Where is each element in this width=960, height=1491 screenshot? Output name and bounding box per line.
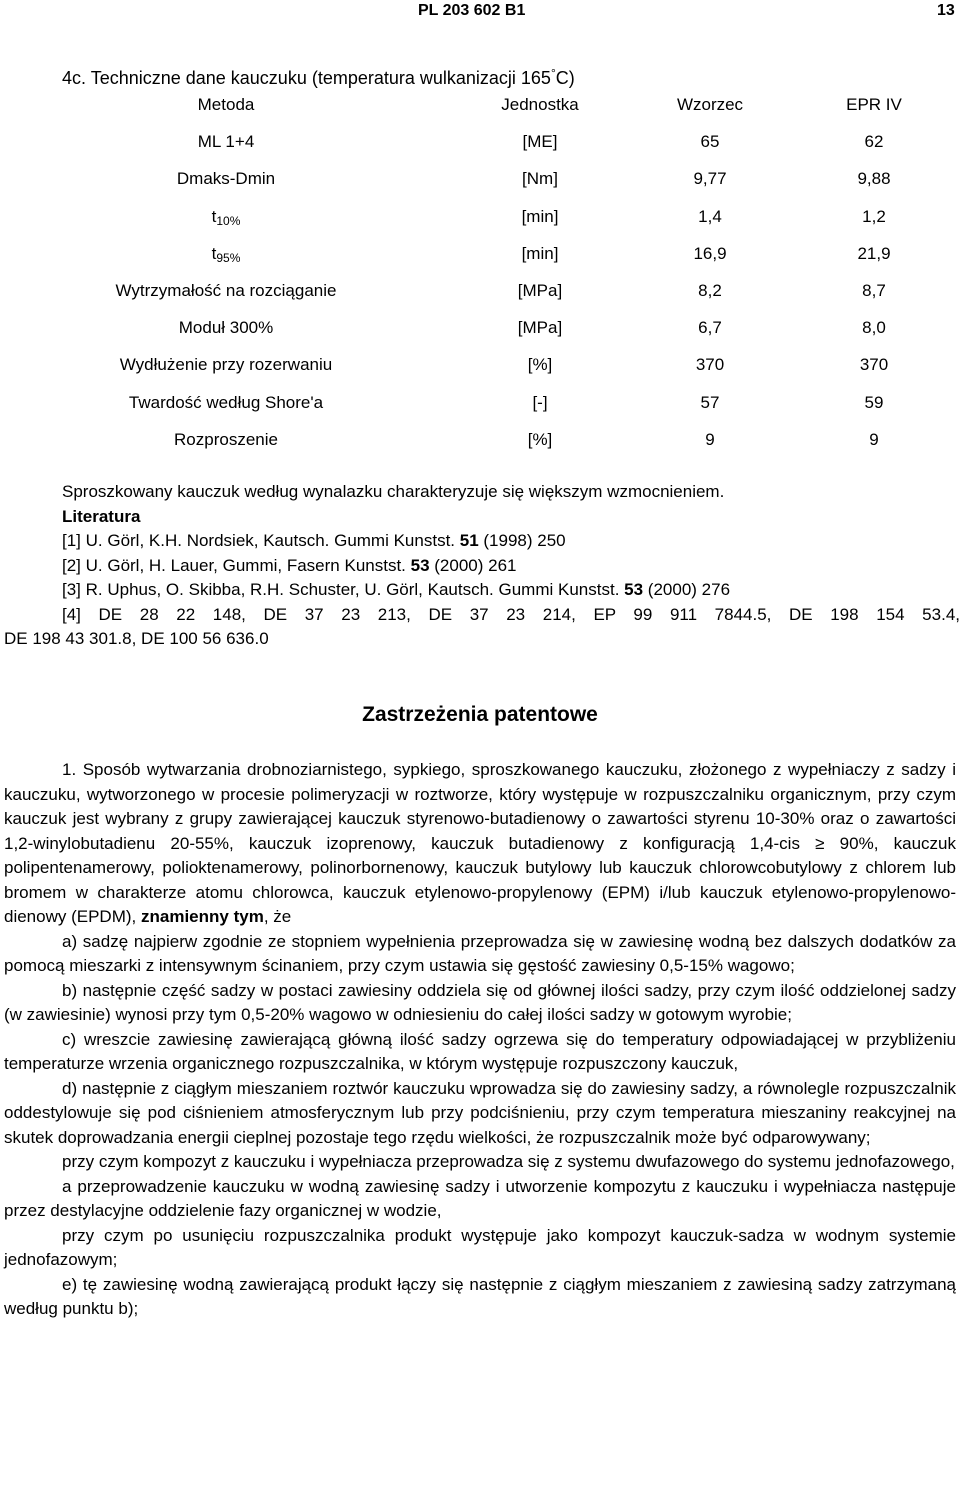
claim-step: b) następnie część sadzy w postaci zawiesiny oddziela się od głównej ilości sadzy, przy czym ilość oddzielonej sadzy (w zawiesinie) wynosi przy tym 0,5-20% wagowo w odniesieniu do całej ilości sadzy w gotowym wyrobie; — [4, 980, 956, 1024]
cell-epr: 1,2 — [862, 206, 886, 226]
literature-section — [0, 480, 960, 652]
literature-heading: Literatura — [62, 506, 141, 526]
header-unit: Jednostka — [501, 95, 579, 114]
cell-reference: 6,7 — [698, 318, 722, 338]
cell-method: Moduł 300% — [178, 318, 274, 338]
cell-epr: 62 — [864, 132, 884, 152]
cell-method: Rozproszenie — [174, 429, 278, 449]
cell-epr: 9,88 — [857, 169, 891, 189]
cell-reference: 370 — [695, 355, 725, 375]
cell-reference: 8,2 — [698, 280, 722, 300]
table-row — [0, 426, 960, 463]
section-title-end: C) — [555, 68, 575, 88]
cell-unit: [MPa] — [517, 280, 563, 300]
cell-method: ML 1+4 — [197, 132, 255, 152]
table-row — [0, 277, 960, 314]
cell-epr: 8,7 — [862, 280, 886, 300]
cell-unit: [MPa] — [517, 318, 563, 338]
table-row — [0, 240, 960, 277]
section-title — [62, 66, 575, 89]
cell-unit: [min] — [521, 243, 559, 263]
cell-method: Wytrzymałość na rozciąganie — [115, 280, 337, 300]
cell-epr: 21,9 — [857, 243, 891, 263]
table-header-row — [0, 91, 960, 128]
claim-step: d) następnie z ciągłym mieszaniem roztwór kauczuku wprowadza się do zawiesiny sadzy, a równolegle rozpuszczalnik oddestylowuje się pod ciśnieniem atmosferycznym lub przy podciśnieniu, przy czym temperatura mieszaniny reakcyjnej na skutek doprowadzania energii cieplnej pozostaje tego rzędu wielkości, że rozpuszczalnik może być odparowywany; — [4, 1078, 956, 1147]
cell-epr: 8,0 — [862, 318, 886, 338]
cell-epr: 59 — [864, 392, 884, 412]
summary-sentence: Sproszkowany kauczuk według wynalazku charakteryzuje się większym wzmocnieniem. — [62, 482, 725, 501]
cell-reference: 65 — [700, 132, 720, 152]
table-row — [0, 351, 960, 388]
header-reference: Wzorzec — [676, 95, 744, 114]
cell-method: t10% — [211, 206, 241, 228]
page-header — [0, 2, 960, 24]
cell-method: t95% — [211, 243, 241, 265]
table-row — [0, 389, 960, 426]
cell-reference: 9,77 — [693, 169, 727, 189]
document-id: PL 203 602 B1 — [418, 2, 526, 19]
table-row — [0, 314, 960, 351]
claim-step: a) sadzę najpierw zgodnie ze stopniem wypełnienia przeprowadza się w zawiesinę wodną bez dalszych dodatków za pomocą mieszarki z intensywnym ścinaniem, przy czym ustawia się gęstość zawiesiny 0,5-15% wagowo; — [4, 931, 956, 975]
header-epr: EPR IV — [846, 95, 902, 114]
claims-title: Zastrzeżenia patentowe — [362, 703, 598, 726]
section-title-text: 4c. Techniczne dane kauczuku (temperatura wulkanizacji 165 — [62, 68, 551, 88]
claim-step: c) wreszcie zawiesinę zawierającą główną ilość sadzy ogrzewa się do temperatury odpowiadającej w przybliżeniu temperaturze wrzenia organicznego rozpuszczalnika, w którym występuje rozpuszczony kauczuk, — [4, 1029, 956, 1073]
claim-step: przy czym po usunięciu rozpuszczalnika produkt występuje jako kompozyt kauczuk-sadza w wodnym systemie jednofazowym; — [4, 1225, 956, 1269]
reference-item: [2] U. Görl, H. Lauer, Gummi, Fasern Kunstst. 53 (2000) 261 — [62, 555, 517, 575]
claim-step: a przeprowadzenie kauczuku w wodną zawiesinę sadzy i utworzenie kompozytu z kauczuku i wypełniacza następuje przez destylacyjne oddzielenie fazy organicznej w wodzie, — [4, 1176, 956, 1220]
table-row — [0, 165, 960, 202]
cell-reference: 57 — [700, 392, 720, 412]
reference-item: [4] DE 28 22 148, DE 37 23 213, DE 37 23 214, EP 99 911 7844.5, DE 198 154 53.4, — [62, 604, 960, 624]
reference-item: [3] R. Uphus, O. Skibba, R.H. Schuster, U. Görl, Kautsch. Gummi Kunstst. 53 (2000) 276 — [62, 580, 731, 599]
cell-method: Wydłużenie przy rozerwaniu — [119, 355, 333, 375]
cell-unit: [-] — [532, 392, 548, 412]
degree-sign: ° — [550, 66, 556, 80]
cell-reference: 1,4 — [698, 206, 722, 226]
rubber-data-table — [0, 91, 960, 463]
claims-section — [0, 758, 960, 1322]
table-row — [0, 203, 960, 240]
cell-unit: [%] — [527, 429, 553, 449]
cell-method: Dmaks-Dmin — [176, 169, 276, 189]
claim-step: przy czym kompozyt z kauczuku i wypełniacza przeprowadza się z systemu dwufazowego do systemu jednofazowego, — [62, 1152, 955, 1171]
table-row — [0, 128, 960, 165]
reference-item: [1] U. Görl, K.H. Nordsiek, Kautsch. Gummi Kunstst. 51 (1998) 250 — [62, 531, 566, 550]
cell-unit: [Nm] — [522, 169, 558, 189]
cell-unit: [ME] — [522, 132, 558, 152]
claim-step: e) tę zawiesinę wodną zawierającą produkt łączy się następnie z ciągłym mieszaniem z zawiesiną sadzy zatrzymaną według punktu b); — [4, 1274, 956, 1318]
cell-epr: 9 — [869, 429, 879, 449]
cell-reference: 16,9 — [693, 243, 727, 263]
claim-1: 1. Sposób wytwarzania drobnoziarnistego, sypkiego, sproszkowanego kauczuku, złożonego z wypełniaczy z sadzy i kauczuku, wytworzonego w procesie polimeryzacji w roztworze, który występuje w rozpuszczalniku organicznym, przy czym kauczuk jest wybrany z grupy zawierającej kauczuk styrenowo-butadienowy o zawartości styrenu 10-30% oraz o zawartości 1,2-winylobutadienu 20-55%, kauczuk izoprenowy, kauczuk butadienowy z konfiguracją 1,4-cis ≥ 90%, kauczuk polipentenamerowy, polioktenamerowy, polinorbornenowy, kauczuk butylowy lub kauczuk chlorowcobutylowy z chlorem lub bromem w charakterze atomu chlorowca, kauczuk etylenowo-propylenowy (EPM) i/lub kauczuk etylenowo-propylenowo-dienowy (EPDM), znamienny tym, że — [4, 760, 956, 926]
page-number: 13 — [937, 2, 955, 19]
cell-unit: [min] — [521, 206, 559, 226]
cell-reference: 9 — [705, 429, 715, 449]
cell-epr: 370 — [859, 355, 889, 375]
cell-method: Twardość według Shore'a — [128, 392, 324, 412]
cell-unit: [%] — [527, 355, 553, 375]
header-method: Metoda — [197, 95, 255, 114]
reference-item-continued: DE 198 43 301.8, DE 100 56 636.0 — [4, 629, 269, 648]
